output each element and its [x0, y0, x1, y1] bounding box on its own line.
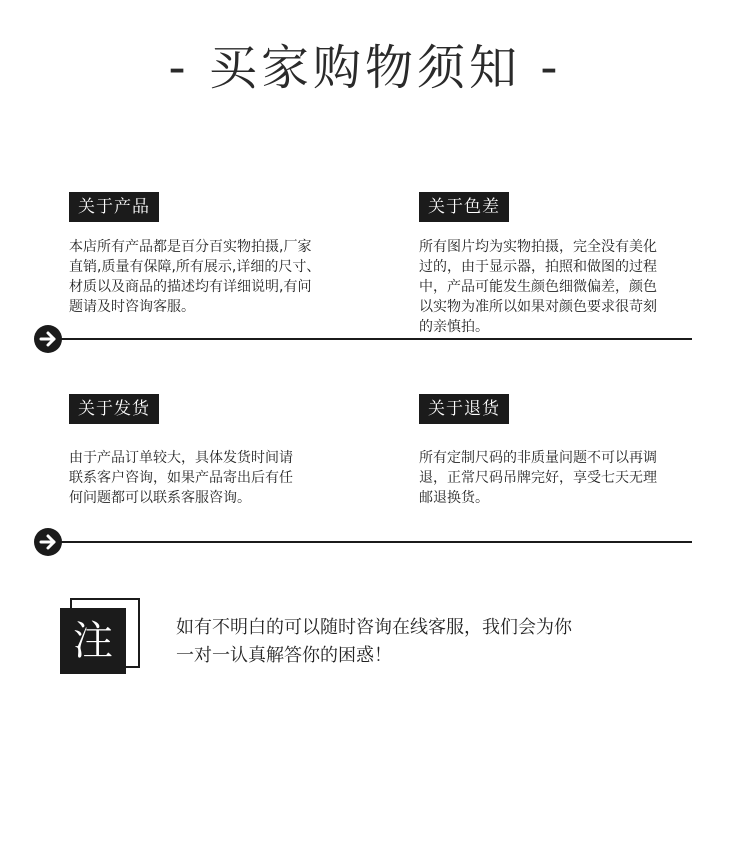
returns-line: 所有定制尺码的非质量问题不可以再调 [419, 450, 657, 466]
products-description [69, 237, 359, 317]
note-line: 一对一认真解答你的困惑！ [176, 645, 392, 666]
label-products: 关于产品 [69, 192, 159, 222]
shipping-line: 联系客户咨询，如果产品寄出后有任 [69, 470, 293, 486]
section-divider [60, 541, 692, 543]
returns-description [419, 448, 709, 508]
color-line: 过的，由于显示器，拍照和做图的过程 [419, 259, 657, 275]
color-line: 以实物为准所以如果对颜色要求很苛刻 [419, 299, 657, 315]
shipping-line: 由于产品订单较大，具体发货时间请 [69, 450, 293, 466]
note-text [176, 614, 616, 670]
label-shipping: 关于发货 [69, 394, 159, 424]
shipping-description [69, 448, 359, 508]
note-badge: 注 [60, 608, 126, 674]
note-line: 如有不明白的可以随时咨询在线客服，我们会为你 [176, 617, 572, 638]
products-line: 直销,质量有保障,所有展示,详细的尺寸、 [69, 259, 321, 275]
color-line: 中，产品可能发生颜色细微偏差，颜色 [419, 279, 657, 295]
products-line: 材质以及商品的描述均有详细说明,有问 [69, 279, 312, 295]
arrow-right-circle-icon [34, 528, 62, 556]
arrow-right-circle-icon [34, 325, 62, 353]
products-line: 题请及时咨询客服。 [69, 299, 195, 315]
page-title: - 买家购物须知 - [168, 40, 562, 96]
color-line: 所有图片均为实物拍摄，完全没有美化 [419, 239, 657, 255]
shipping-line: 何问题都可以联系客服咨询。 [69, 490, 251, 506]
color-line: 的亲慎拍。 [419, 319, 489, 335]
label-returns: 关于退货 [419, 394, 509, 424]
section-divider [60, 338, 692, 340]
color-description [419, 237, 709, 337]
products-line: 本店所有产品都是百分百实物拍摄,厂家 [69, 239, 312, 255]
returns-line: 退，正常尺码吊牌完好，享受七天无理 [419, 470, 657, 486]
label-color: 关于色差 [419, 192, 509, 222]
returns-line: 邮退换货。 [419, 490, 489, 506]
